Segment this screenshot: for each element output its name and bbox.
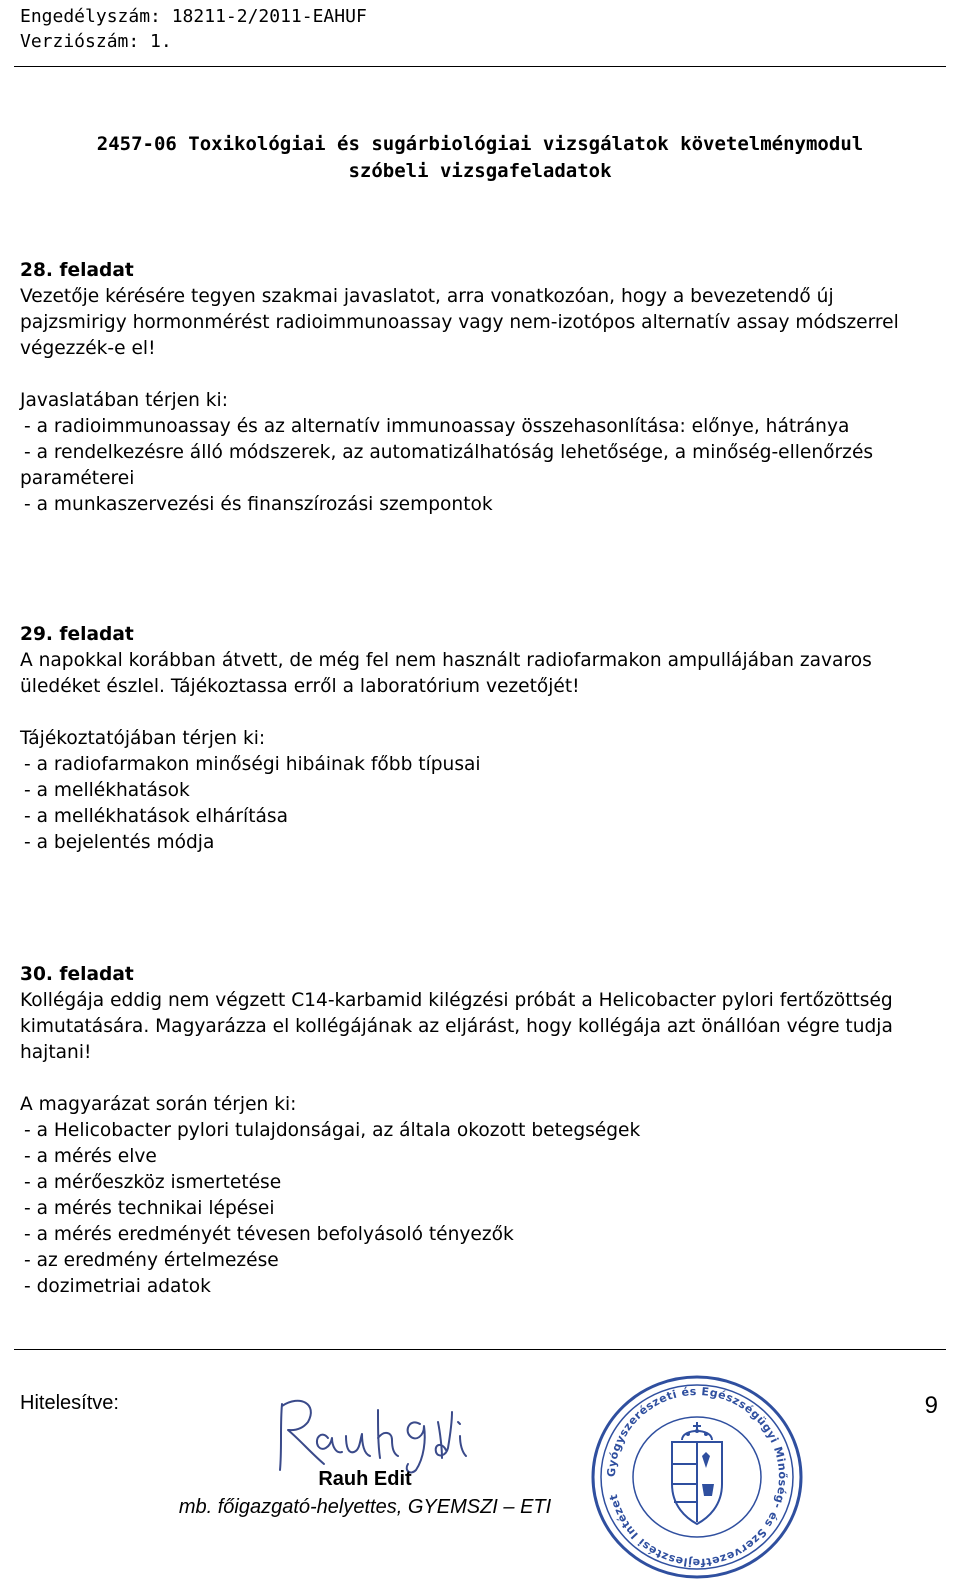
task-bullet: - az eredmény értelmezése [24, 1250, 279, 1271]
task-heading: 30. feladat [20, 964, 134, 985]
version-number: Verziószám: 1. [20, 31, 172, 52]
document-header [20, 4, 367, 54]
task-prompt-line: üledéket észlel. Tájékoztassa erről a laboratórium vezetőjét! [20, 676, 580, 697]
task-bullet: - a bejelentés módja [24, 832, 215, 853]
task-intro: Javaslatában térjen ki: [20, 390, 228, 411]
task-heading: 29. feladat [20, 624, 134, 645]
document-title [0, 131, 960, 185]
task-bullet: - a munkaszervezési és finanszírozási szempontok [24, 494, 493, 515]
license-number: Engedélyszám: 18211-2/2011-EAHUF [20, 6, 367, 27]
task-bullet: - a Helicobacter pylori tulajdonságai, az általa okozott betegségek [24, 1120, 641, 1141]
title-line-2: szóbeli vizsgafeladatok [348, 160, 612, 182]
task-intro: A magyarázat során térjen ki: [20, 1094, 297, 1115]
task-bullet: - a rendelkezésre álló módszerek, az automatizálhatóság lehetősége, a minőség-ellenőrzés [24, 442, 874, 463]
task-bullet: - a mérés elve [24, 1146, 157, 1167]
task-bullet: - a mellékhatások elhárítása [24, 806, 288, 827]
official-seal [586, 1372, 808, 1582]
task-bullet: - a mellékhatások [24, 780, 190, 801]
signer-name: Rauh Edit [318, 1468, 412, 1490]
task-prompt-line: hajtani! [20, 1042, 92, 1063]
task-prompt-line: Kollégája eddig nem végzett C14-karbamid kilégzési próbát a Helicobacter pylori fertőzöttség [20, 990, 893, 1011]
footer-divider [14, 1349, 946, 1350]
task-bullet: - a mérés technikai lépései [24, 1198, 275, 1219]
task-bullet: - a mérőeszköz ismertetése [24, 1172, 282, 1193]
task-bullet: - a radiofarmakon minőségi hibáinak főbb típusai [24, 754, 481, 775]
header-divider [14, 66, 946, 67]
task-prompt-line: kimutatására. Magyarázza el kollégájának az eljárást, hogy kollégája azt önállóan végre tudja [20, 1016, 893, 1037]
title-line-1: 2457-06 Toxikológiai és sugárbiológiai vizsgálatok követelménymodul [96, 133, 864, 155]
authenticated-label: Hitelesítve: [20, 1392, 119, 1414]
task-prompt-line: pajzsmirigy hormonmérést radioimmunoassay vagy nem-izotópos alternatív assay módszerrel [20, 312, 899, 333]
signer-role: mb. főigazgató-helyettes, GYEMSZI – ETI [178, 1496, 552, 1518]
task-bullet-continuation: paraméterei [20, 468, 135, 489]
task-bullet: - dozimetriai adatok [24, 1276, 211, 1297]
task-28 [20, 258, 950, 518]
task-bullet: - a mérés eredményét tévesen befolyásoló tényezők [24, 1224, 514, 1245]
task-heading: 28. feladat [20, 260, 134, 281]
task-intro: Tájékoztatójában térjen ki: [20, 728, 266, 749]
task-prompt-line: A napokkal korábban átvett, de még fel nem használt radiofarmakon ampullájában zavaros [20, 650, 872, 671]
task-prompt-line: végezzék-e el! [20, 338, 156, 359]
page-number: 9 [924, 1392, 938, 1419]
task-bullet: - a radioimmunoassay és az alternatív immunoassay összehasonlítása: előnye, hátránya [24, 416, 850, 437]
svg-text:Gyógyszerészeti és Egészségügy: Gyógyszerészeti és Egészségügyi Minőség- és Szervezetfejlesztési Intézet [604, 1384, 790, 1570]
task-30 [20, 962, 950, 1300]
task-29 [20, 622, 950, 856]
task-prompt-line: Vezetője kérésére tegyen szakmai javaslatot, arra vonatkozóan, hogy a bevezetendő új [20, 286, 834, 307]
